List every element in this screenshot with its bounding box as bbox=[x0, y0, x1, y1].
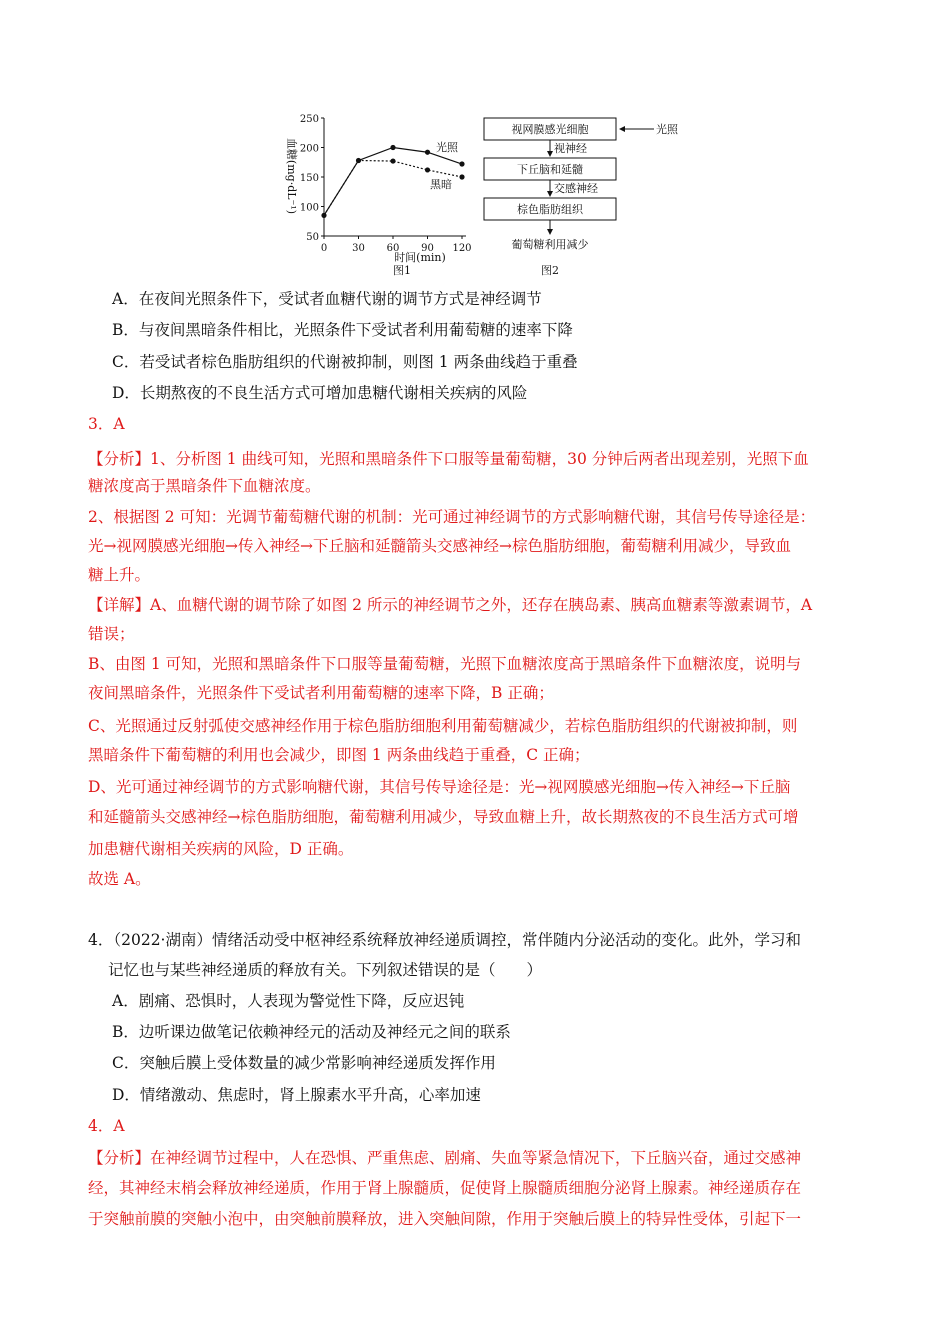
data-point-light bbox=[459, 161, 464, 166]
figure2-arrow-sympathetic: 交感神经 bbox=[554, 182, 598, 195]
q4-analysis-line: 经，其神经末梢会释放神经递质，作用于肾上腺髓质，促使肾上腺髓质细胞分泌肾上腺素。神经递质存在 bbox=[88, 1179, 802, 1197]
data-point-dark bbox=[459, 174, 464, 179]
data-point-dark bbox=[425, 167, 430, 172]
q3-analysis-line: 黑暗条件下葡萄糖的利用也会减少，即图 1 两条曲线趋于重叠，C 正确； bbox=[88, 746, 590, 764]
q3-option-c: C．若受试者棕色脂肪组织的代谢被抑制，则图 1 两条曲线趋于重叠 bbox=[112, 353, 578, 371]
q4-option-c: C．突触后膜上受体数量的减少常影响神经递质发挥作用 bbox=[112, 1054, 496, 1072]
x-tick-label: 90 bbox=[421, 243, 434, 254]
q4-analysis-line: 于突触前膜的突触小泡中，由突触前膜释放，进入突触间隙，作用于突触后膜上的特异性受体，引起下一 bbox=[88, 1210, 802, 1228]
q3-option-b: B．与夜间黑暗条件相比，光照条件下受试者利用葡萄糖的速率下降 bbox=[112, 321, 573, 339]
data-point-light bbox=[321, 213, 326, 218]
q3-analysis-line: 糖上升。 bbox=[88, 566, 151, 584]
q3-analysis-line: B、由图 1 可知，光照和黑暗条件下口服等量葡萄糖，光照下血糖浓度高于黑暗条件下血糖浓度，说明与 bbox=[88, 655, 802, 673]
y-tick-label: 50 bbox=[306, 232, 319, 243]
x-tick-label: 60 bbox=[386, 243, 400, 254]
data-point-light bbox=[425, 150, 430, 155]
figure2-box-brown-fat-label: 棕色脂肪组织 bbox=[517, 203, 583, 216]
y-tick-label: 150 bbox=[299, 173, 319, 184]
q3-analysis-line: 2、根据图 2 可知：光调节葡萄糖代谢的机制：光可通过神经调节的方式影响糖代谢，其信号传导途径是： bbox=[88, 508, 816, 526]
q4-stem-line: 记忆也与某些神经递质的释放有关。下列叙述错误的是（ ） bbox=[108, 961, 543, 979]
q3-analysis-line: 夜间黑暗条件，光照条件下受试者利用葡萄糖的速率下降，B 正确； bbox=[88, 684, 554, 702]
q4-answer: 4．A bbox=[88, 1117, 125, 1135]
q3-analysis-line: 和延髓箭头交感神经→棕色脂肪细胞，葡萄糖利用减少，导致血糖上升，故长期熬夜的不良生活方式可增 bbox=[88, 808, 799, 826]
q3-analysis-line: 故选 A。 bbox=[88, 870, 151, 888]
figure2-box-retina-label: 视网膜感光细胞 bbox=[511, 123, 589, 136]
q3-analysis-line: 错误； bbox=[88, 625, 135, 643]
y-tick-label: 200 bbox=[299, 143, 319, 155]
figure2-diagram bbox=[482, 108, 678, 278]
q3-analysis-line: 糖浓度高于黑暗条件下血糖浓度。 bbox=[88, 477, 321, 495]
q3-answer: 3．A bbox=[88, 415, 125, 433]
q4-analysis-line: 【分析】在神经调节过程中，人在恐惧、严重焦虑、剧痛、失血等紧急情况下，下丘脑兴奋，通过交感神 bbox=[88, 1149, 802, 1167]
figure1-chart bbox=[280, 108, 490, 278]
q4-stem-line: 4．（2022·湖南）情绪活动受中枢神经系统释放神经递质调控，常伴随内分泌活动的变化。此外，学习和 bbox=[88, 931, 801, 949]
q3-analysis-line: 【分析】1、分析图 1 曲线可知，光照和黑暗条件下口服等量葡萄糖，30 分钟后两者出现差别，光照下血 bbox=[88, 450, 809, 468]
x-tick-label: 120 bbox=[452, 243, 472, 254]
q4-option-d: D．情绪激动、焦虑时，肾上腺素水平升高，心率加速 bbox=[112, 1086, 481, 1104]
q3-option-d: D．长期熬夜的不良生活方式可增加患糖代谢相关疾病的风险 bbox=[112, 384, 528, 402]
figure2-caption: 图2 bbox=[541, 264, 559, 277]
data-point-dark bbox=[390, 158, 395, 163]
y-tick-label: 250 bbox=[299, 114, 319, 125]
figure1-xlabel: 时间(min) bbox=[394, 251, 446, 264]
q4-option-a: A．剧痛、恐惧时，人表现为警觉性下降，反应迟钝 bbox=[112, 992, 465, 1010]
figure1-ylabel: 血糖(mg·dL⁻¹) bbox=[285, 137, 298, 215]
x-tick-label: 0 bbox=[320, 243, 328, 254]
q3-analysis-line: D、光可通过神经调节的方式影响糖代谢，其信号传导途径是：光→视网膜感光细胞→传入神经→下丘脑 bbox=[88, 778, 791, 796]
data-point-light bbox=[390, 145, 395, 150]
q4-option-b: B．边听课边做笔记依赖神经元的活动及神经元之间的联系 bbox=[112, 1023, 511, 1041]
figure1-caption: 图1 bbox=[393, 264, 411, 277]
q3-option-a: A．在夜间光照条件下，受试者血糖代谢的调节方式是神经调节 bbox=[112, 290, 542, 308]
q3-analysis-line: C、光照通过反射弧使交感神经作用于棕色脂肪细胞利用葡萄糖减少，若棕色脂肪组织的代谢被抑制，则 bbox=[88, 717, 798, 735]
figure1-label-light: 光照 bbox=[436, 141, 458, 154]
figure2-result: 葡萄糖利用减少 bbox=[511, 238, 589, 251]
figure-area bbox=[280, 108, 680, 278]
q3-analysis-line: 加患糖代谢相关疾病的风险，D 正确。 bbox=[88, 840, 354, 858]
figure1-label-dark: 黑暗 bbox=[430, 178, 452, 191]
q3-analysis-line: 【详解】A、血糖代谢的调节除了如图 2 所示的神经调节之外，还存在胰岛素、胰高血糖素等激素调节，A bbox=[88, 596, 813, 614]
figure2-box-hypothalamus-label: 下丘脑和延髓 bbox=[517, 163, 583, 176]
figure2-arrow-optic-nerve: 视神经 bbox=[554, 142, 587, 155]
q3-analysis-line: 光→视网膜感光细胞→传入神经→下丘脑和延髓箭头交感神经→棕色脂肪细胞，葡萄糖利用减少，导致血 bbox=[88, 537, 791, 555]
figure2-input-light: 光照 bbox=[656, 123, 678, 136]
x-tick-label: 30 bbox=[352, 243, 365, 254]
y-tick-label: 100 bbox=[299, 202, 319, 214]
